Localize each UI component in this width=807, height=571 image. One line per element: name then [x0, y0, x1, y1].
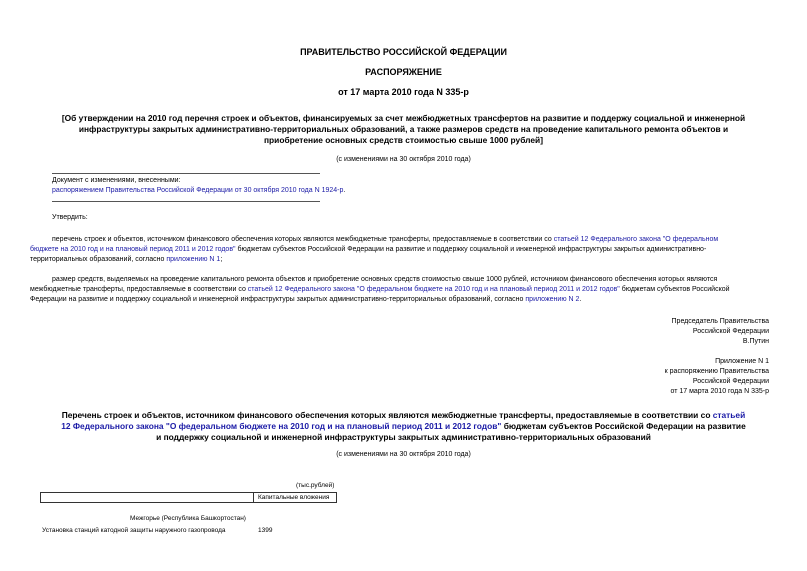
government-heading: ПРАВИТЕЛЬСТВО РОССИЙСКОЙ ФЕДЕРАЦИИ — [300, 47, 507, 57]
p1-text-b: бюджетам субъектов Российской Федерации на развитие и поддержку социальной и инженерной инфраструктуры закрытых административно- — [235, 246, 707, 253]
table-header-empty — [41, 493, 254, 503]
amend-link[interactable]: распоряжением Правительства Российской Федерации от 30 октября 2010 года N 1924-р — [52, 187, 344, 194]
amend-reference — [52, 186, 345, 196]
document-date: от 17 марта 2010 года N 335-р — [338, 87, 469, 97]
p2-line-1: размер средств, выделяемых на проведение капитального ремонта объектов и приобретение основных средств стоимостью свыше 1000 рублей, источником финансового обеспечения которых являются — [52, 276, 718, 283]
document-title — [0, 113, 807, 146]
p1-line-1 — [30, 235, 770, 245]
law-link-2[interactable]: статьей 12 Федерального закона "О федеральном бюджете на 2010 год и на плановый период 2011 и 2012 годов" — [247, 286, 620, 293]
list-title-text-b: бюджетам субъектов Российской Федерации на развитие — [501, 421, 746, 431]
p2-line-3 — [30, 295, 770, 305]
signature-country: Российской Федерации — [692, 328, 769, 335]
p2-text-a: межбюджетные трансферты, предоставляемые в соответствии со — [30, 286, 248, 293]
appendix-number: Приложение N 1 — [715, 358, 769, 365]
amend-label: Документ с изменениями, внесенными: — [52, 177, 181, 184]
list-law-link-a[interactable]: статьей — [712, 410, 746, 420]
p2-text-c: Федерации на развитие и поддержку социальной и инженерной инфраструктуры закрытых административно-территориальных образований, согласно — [30, 296, 526, 303]
appendix-date: от 17 марта 2010 года N 335-р — [670, 388, 769, 395]
list-changes-note: (с изменениями на 30 октября 2010 года) — [336, 451, 471, 458]
approve-label: Утвердить: — [52, 214, 88, 221]
changes-note: (с изменениями на 30 октября 2010 года) — [336, 156, 471, 163]
signature-position: Председатель Правительства — [671, 318, 769, 325]
list-title-text-a: Перечень строек и объектов, источником финансового обеспечения которых являются межбюджетные трансферты, предоставляемые в соответствии со — [61, 410, 713, 420]
amend-bottom-rule — [52, 201, 320, 202]
list-title-line-3: и поддержку социальной и инженерной инфраструктуры закрытых административно-территориальных образований — [156, 432, 651, 442]
unit-label: (тыс.рублей) — [296, 482, 335, 489]
title-line-1: [Об утверждении на 2010 год перечня строек и объектов, финансируемых за счет межбюджетных трансфертов на развитие и поддержу социальной и инженерной — [61, 113, 746, 123]
table-row-name: Установка станций катодной защиты наружного газопровода — [42, 527, 226, 534]
table-header-capital: Капитальные вложения — [254, 493, 337, 503]
law-link-1b[interactable]: бюджете на 2010 год и на плановый период 2011 и 2012 годов" — [30, 246, 236, 253]
amend-top-rule — [52, 173, 320, 174]
appendix-2-link[interactable]: приложению N 2 — [525, 296, 580, 303]
p2-text-b: бюджетам субъектов Российской — [619, 286, 730, 293]
table-row-value: 1399 — [258, 527, 273, 534]
appendix-1-link[interactable]: приложению N 1 — [166, 256, 221, 263]
p1-line-2 — [30, 245, 770, 255]
title-line-3: приобретение основных средств стоимостью свыше 1000 рублей] — [264, 135, 543, 145]
p2-text-d: . — [579, 296, 582, 303]
signature-name: В.Путин — [742, 338, 769, 345]
p2-line-2 — [30, 285, 770, 295]
document-type: РАСПОРЯЖЕНИЕ — [365, 67, 442, 77]
title-line-2: инфраструктуры закрытых административно-территориальных образований, а также размеров средств на проведение капитального ремонта объектов и — [78, 124, 729, 134]
p1-text-a: перечень строек и объектов, источником финансового обеспечения которых являются межбюджетные трансферты, предоставляемые в соответствии со — [52, 236, 554, 243]
signature-block — [672, 317, 769, 347]
appendix-block — [665, 357, 769, 397]
region-label: Межгорье (Республика Башкортостан) — [130, 515, 246, 522]
amend-dot: . — [343, 187, 346, 194]
p1-text-c: территориальных образований, согласно — [30, 256, 167, 263]
paragraph-1 — [30, 235, 770, 265]
law-link-1a[interactable]: статьей 12 Федерального закона "О федеральном — [553, 236, 719, 243]
list-title-line-2 — [0, 421, 807, 432]
p1-line-3 — [30, 255, 770, 265]
capital-table — [40, 492, 337, 503]
appendix-country: Российской Федерации — [692, 378, 769, 385]
p1-text-d: ; — [220, 256, 223, 263]
list-title-line-1 — [0, 410, 807, 421]
list-title — [0, 410, 807, 443]
appendix-ref: к распоряжению Правительства — [664, 368, 769, 375]
paragraph-2 — [30, 275, 770, 305]
list-law-link-b[interactable]: 12 Федерального закона "О федеральном бюджете на 2010 год и на плановый период 2011 и 2012 годов" — [61, 421, 502, 431]
